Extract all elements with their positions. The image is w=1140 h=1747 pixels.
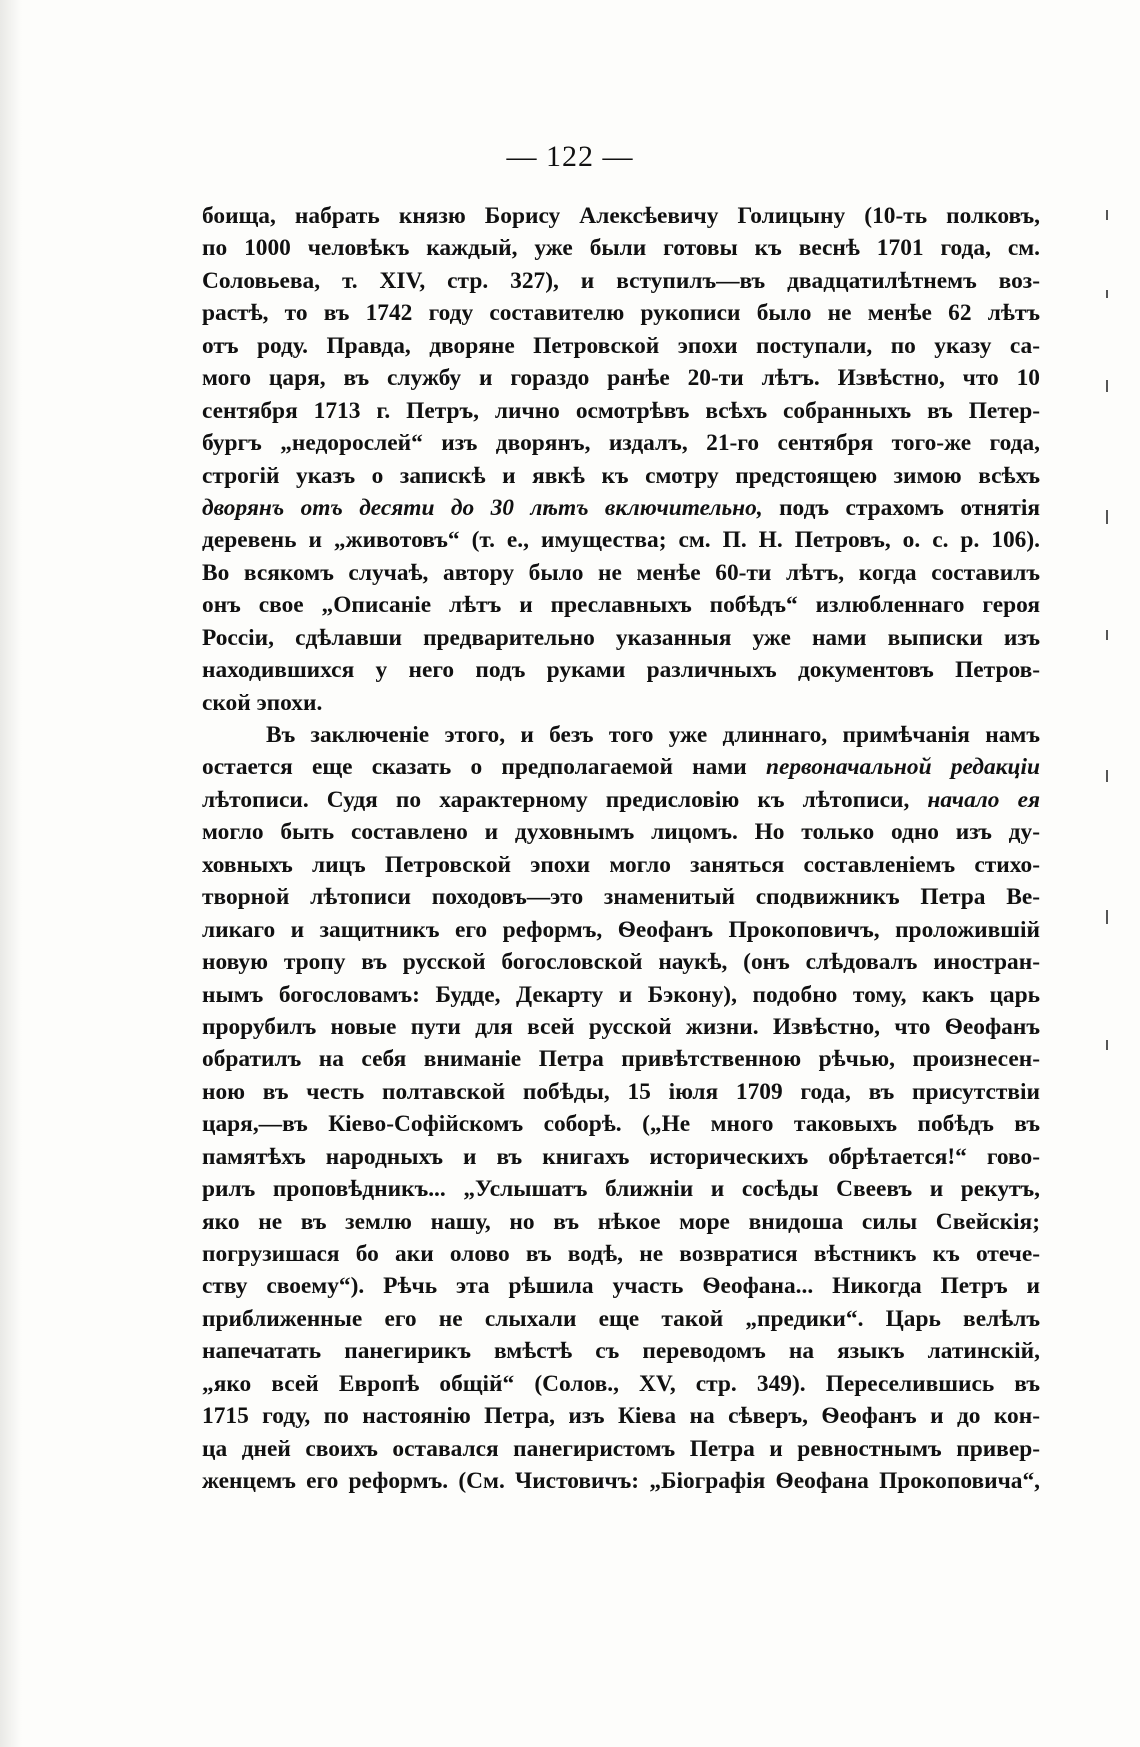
text-line (202, 784, 1040, 816)
text-line (202, 492, 1040, 524)
text-line: новую тропу въ русской богословской наукѣ, (онъ слѣдовалъ иностран- (202, 949, 1040, 976)
page-number: — 122 — (506, 140, 634, 173)
italic-phrase: дворянъ отъ десяти до 30 лѣтъ включительно, (202, 494, 763, 521)
text-line: Россіи, сдѣлавши предварительно указанныя уже нами выписки изъ (202, 624, 1040, 651)
text-line: растѣ, то въ 1742 году составителю рукописи было не менѣе 62 лѣтъ (202, 300, 1040, 327)
text-line: ца дней своихъ оставался панегиристомъ Петра и ревностнымъ привер- (202, 1435, 1040, 1462)
scan-mark (1106, 510, 1108, 524)
line-rest: подъ страхомъ отнятія (762, 494, 1040, 521)
text-line: женцемъ его реформъ. (См. Чистовичъ: „Біографія Ѳеофана Прокоповича“, (202, 1468, 1040, 1495)
text-line: ною въ честь полтавской побѣды, 15 іюля 1709 года, въ присутствіи (202, 1078, 1040, 1105)
margin-scan-marks (1106, 210, 1126, 1110)
text-line: приближенные его не слыхали еще такой „предики“. Царь велѣлъ (202, 1305, 1040, 1332)
text-line: напечатать панегирикъ вмѣстѣ съ переводомъ на языкъ латинскій, (202, 1338, 1040, 1365)
text-line: „яко всей Европѣ общій“ (Солов., XV, стр. 349). Переселившись въ (202, 1370, 1040, 1397)
text-line: яко не въ землю нашу, но въ нѣкое море внидоша силы Свейскія; (202, 1208, 1040, 1235)
scan-mark (1106, 770, 1108, 782)
text-line: Соловьева, т. XIV, стр. 327), и вступилъ—въ двадцатилѣтнемъ воз- (202, 267, 1040, 294)
scan-mark (1106, 910, 1108, 924)
scan-mark (1106, 290, 1108, 298)
text-line: творной лѣтописи походовъ—это знаменитый сподвижникъ Петра Ве- (202, 884, 1040, 911)
text-line: бургъ „недорослей“ изъ дворянъ, издалъ, 21-го сентября того-же года, (202, 430, 1040, 457)
scan-mark (1106, 630, 1108, 640)
body-text (202, 200, 1040, 1498)
text-line: Во всякомъ случаѣ, автору было не менѣе 60-ти лѣтъ, когда составилъ (202, 559, 1040, 586)
text-line: отъ роду. Правда, дворяне Петровской эпохи поступали, по указу са- (202, 332, 1040, 359)
text-line: онъ свое „Описаніе лѣтъ и преславныхъ побѣдъ“ излюбленнаго героя (202, 592, 1040, 619)
text-line: царя,—въ Кіево-Софійскомъ соборѣ. („Не много таковыхъ побѣдъ въ (202, 1111, 1040, 1138)
text-line: обратилъ на себя вниманіе Петра привѣтственною рѣчью, произнесен- (202, 1046, 1040, 1073)
text-line: ской эпохи. (202, 689, 323, 716)
line-lead: остается еще сказать о предполагаемой нами (202, 754, 766, 781)
text-line: ховныхъ лицъ Петровской эпохи могло заняться составленіемъ стихо- (202, 851, 1040, 878)
text-line: находившихся у него подъ руками различныхъ документовъ Петров- (202, 657, 1040, 684)
text-line: памятѣхъ народныхъ и въ книгахъ историческихъ обрѣтается!“ гово- (202, 1143, 1040, 1170)
line-lead: лѣтописи. Судя по характерному предисловію къ лѣтописи, (202, 786, 928, 813)
text-line: строгій указъ о запискѣ и явкѣ къ смотру предстоящею зимою всѣхъ (202, 462, 1040, 489)
text-line: нымъ богословамъ: Будде, Декарту и Бэкону), подобно тому, какъ царь (202, 981, 1040, 1008)
text-line: погрузишася бо аки олово въ водѣ, не возвратися вѣстникъ къ отече- (202, 1241, 1040, 1267)
text-line: по 1000 человѣкъ каждый, уже были готовы къ веснѣ 1701 года, см. (202, 235, 1040, 262)
scan-mark (1106, 210, 1108, 220)
text-line: могло быть составлено и духовнымъ лицомъ. Но только одно изъ ду- (202, 819, 1040, 846)
italic-phrase: начало ея (927, 786, 1040, 813)
text-line: деревень и „животовъ“ (т. е., имущества; см. П. Н. Петровъ, о. с. р. 106). (202, 527, 1040, 554)
scan-mark (1106, 1040, 1108, 1050)
text-line: мого царя, въ службу и гораздо ранѣе 20-ти лѣтъ. Извѣстно, что 10 (202, 365, 1040, 392)
text-line: сентября 1713 г. Петръ, лично осмотрѣвъ всѣхъ собранныхъ въ Петер- (202, 397, 1040, 424)
text-line: рилъ проповѣдникъ... „Услышатъ ближніи и сосѣды Свеевъ и рекутъ, (202, 1176, 1040, 1203)
text-line: 1715 году, по настоянію Петра, изъ Кіева на сѣверъ, Ѳеофанъ и до кон- (202, 1403, 1040, 1430)
scan-mark (1106, 380, 1108, 392)
text-line: боища, набрать князю Борису Алексѣевичу Голицыну (10-ть полковъ, (202, 203, 1040, 229)
italic-phrase: первоначальной редакціи (765, 754, 1040, 781)
text-line: ству своему“). Рѣчь эта рѣшила участь Ѳеофана... Никогда Петръ и (202, 1273, 1040, 1300)
scan-edge-shadow (0, 0, 22, 1747)
paragraph-first-line: Въ заключеніе этого, и безъ того уже длиннаго, примѣчанія намъ (266, 722, 1040, 748)
text-line: ликаго и защитникъ его реформъ, Ѳеофанъ Прокоповичъ, проложившій (202, 916, 1040, 943)
text-line (202, 751, 1040, 783)
text-line: прорубилъ новые пути для всей русской жизни. Извѣстно, что Ѳеофанъ (202, 1013, 1040, 1040)
